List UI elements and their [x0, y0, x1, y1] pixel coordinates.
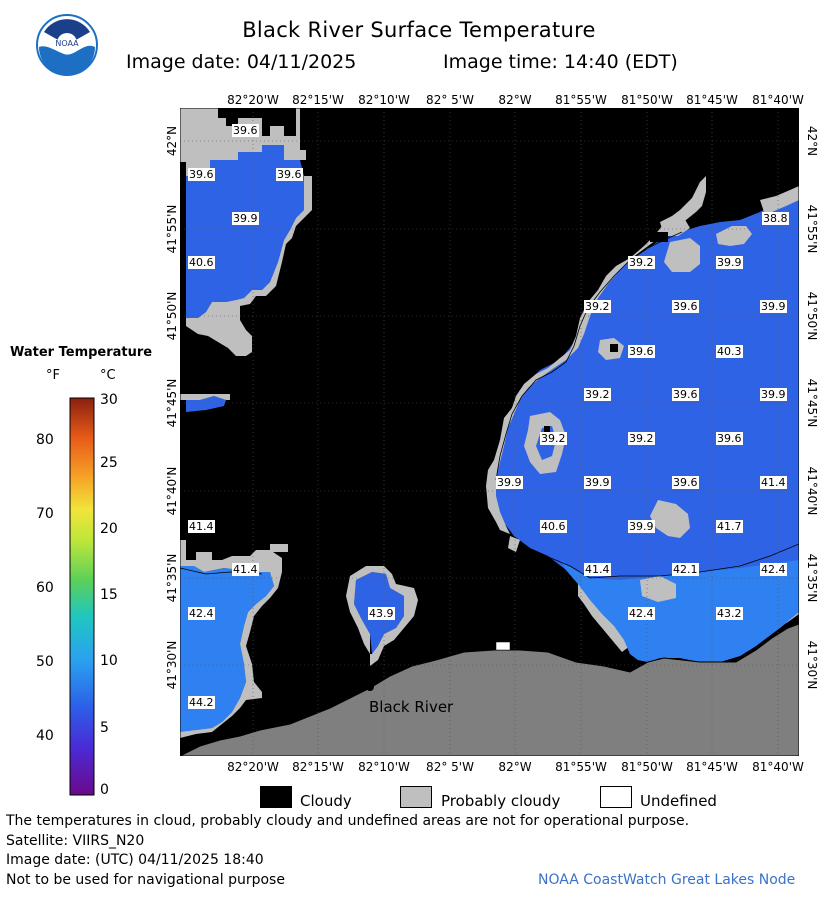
- temperature-value-label: 40.6: [189, 256, 214, 269]
- temperature-value-label: 39.2: [629, 432, 654, 445]
- temperature-value-label: 42.4: [189, 607, 214, 620]
- temperature-value-label: 39.6: [233, 124, 258, 137]
- temperature-value-label: 39.9: [761, 388, 786, 401]
- lat-label-left: 41°40'N: [165, 466, 179, 516]
- lon-label-bottom: 81°45'W: [686, 760, 738, 774]
- legend-c-tick: 15: [100, 587, 118, 603]
- lon-label-top: 81°55'W: [555, 93, 607, 107]
- legend-c-tick: 20: [100, 521, 118, 537]
- lon-label-bottom: 82°15'W: [292, 760, 344, 774]
- footer-credit: NOAA CoastWatch Great Lakes Node: [538, 872, 796, 888]
- temperature-value-label: 39.6: [189, 168, 214, 181]
- lon-label-top: 81°45'W: [686, 93, 738, 107]
- temperature-value-label: 39.2: [541, 432, 566, 445]
- temperature-value-label: 39.2: [585, 388, 610, 401]
- temperature-value-label: 39.6: [673, 476, 698, 489]
- lat-label-right: 41°35'N: [805, 553, 819, 603]
- place-label-black-river: Black River: [369, 698, 454, 716]
- temperature-value-label: 39.9: [761, 300, 786, 313]
- temperature-value-label: 42.1: [673, 563, 698, 576]
- legend-f-tick: 40: [36, 728, 54, 744]
- key-label-probably-cloudy: Probably cloudy: [441, 792, 561, 810]
- lon-label-top: 82°W: [498, 93, 532, 107]
- temperature-value-label: 41.7: [717, 520, 742, 533]
- key-swatch-undefined: [600, 786, 632, 808]
- lon-label-bottom: 82°20'W: [227, 760, 279, 774]
- temperature-value-label: 40.6: [541, 520, 566, 533]
- black-river-marker: [366, 683, 374, 691]
- legend-f-tick: 60: [36, 580, 54, 596]
- lon-label-bottom: 82°W: [498, 760, 532, 774]
- temperature-value-label: 43.9: [369, 607, 394, 620]
- lat-label-right: 41°30'N: [805, 640, 819, 690]
- footer-satellite: Satellite: VIIRS_N20: [6, 833, 145, 849]
- lat-label-left: 41°30'N: [165, 640, 179, 690]
- legend-c-tick: 10: [100, 653, 118, 669]
- lon-label-bottom: 81°55'W: [555, 760, 607, 774]
- lon-label-top: 82°20'W: [227, 93, 279, 107]
- key-label-undefined: Undefined: [640, 792, 717, 810]
- temperature-value-label: 39.9: [585, 476, 610, 489]
- lon-label-top: 82° 5'W: [426, 93, 474, 107]
- temperature-value-label: 39.6: [673, 388, 698, 401]
- legend-c-tick: 25: [100, 455, 118, 471]
- temperature-value-label: 39.2: [629, 256, 654, 269]
- lat-label-right: 41°50'N: [805, 291, 819, 341]
- lat-label-left: 41°45'N: [165, 378, 179, 428]
- lon-label-bottom: 81°40'W: [752, 760, 804, 774]
- key-swatch-cloudy: [260, 786, 292, 808]
- temperature-value-label: 40.3: [717, 345, 742, 358]
- temperature-value-label: 39.2: [585, 300, 610, 313]
- footer-utc-date: Image date: (UTC) 04/11/2025 18:40: [6, 852, 264, 868]
- lat-label-left: 41°55'N: [165, 204, 179, 254]
- lat-label-right: 41°40'N: [805, 466, 819, 516]
- temperature-value-label: 41.4: [233, 563, 258, 576]
- temperature-value-label: 39.9: [717, 256, 742, 269]
- svg-text:NOAA: NOAA: [55, 39, 79, 48]
- legend-c-tick: 30: [100, 392, 118, 408]
- image-date: Image date: 04/11/2025: [126, 51, 357, 73]
- lat-label-left: 41°50'N: [165, 291, 179, 341]
- legend-f-tick: 70: [36, 506, 54, 522]
- lat-label-right: 41°55'N: [805, 204, 819, 254]
- page-title: Black River Surface Temperature: [242, 18, 596, 42]
- legend-unit-c: °C: [100, 368, 116, 383]
- temperature-value-label: 42.4: [761, 563, 786, 576]
- temperature-value-label: 39.9: [497, 476, 522, 489]
- lat-label-left: 42°N: [165, 125, 179, 157]
- temperature-value-label: 39.6: [277, 168, 302, 181]
- temperature-value-label: 38.8: [763, 212, 788, 225]
- key-swatch-probably-cloudy: [400, 786, 432, 808]
- temperature-value-label: 39.9: [233, 212, 258, 225]
- footer-nav-warning: Not to be used for navigational purpose: [6, 872, 285, 888]
- key-label-cloudy: Cloudy: [300, 792, 352, 810]
- image-time: Image time: 14:40 (EDT): [443, 51, 678, 73]
- lon-label-top: 82°15'W: [292, 93, 344, 107]
- temperature-value-label: 39.6: [673, 300, 698, 313]
- legend-unit-f: °F: [46, 368, 60, 383]
- lon-label-top: 82°10'W: [358, 93, 410, 107]
- temperature-value-label: 39.6: [629, 345, 654, 358]
- lon-label-top: 81°40'W: [752, 93, 804, 107]
- lon-label-top: 81°50'W: [621, 93, 673, 107]
- temperature-value-label: 41.4: [585, 563, 610, 576]
- legend-f-tick: 80: [36, 432, 54, 448]
- temperature-value-label: 42.4: [629, 607, 654, 620]
- footer-disclaimer: The temperatures in cloud, probably cloudy and undefined areas are not for operational purpose.: [6, 813, 690, 829]
- temperature-value-label: 41.4: [189, 520, 214, 533]
- temperature-value-label: 39.6: [717, 432, 742, 445]
- lon-label-bottom: 82°10'W: [358, 760, 410, 774]
- legend-f-tick: 50: [36, 654, 54, 670]
- legend-colorbar: [66, 396, 96, 798]
- temperature-value-label: 41.4: [761, 476, 786, 489]
- lon-label-bottom: 82° 5'W: [426, 760, 474, 774]
- lat-label-left: 41°35'N: [165, 553, 179, 603]
- legend-c-tick: 0: [100, 782, 109, 798]
- legend-title: Water Temperature: [10, 345, 153, 360]
- lat-label-right: 41°45'N: [805, 378, 819, 428]
- lon-label-bottom: 81°50'W: [621, 760, 673, 774]
- legend-c-tick: 5: [100, 720, 109, 736]
- temperature-value-label: 44.2: [189, 696, 214, 709]
- lat-label-right: 42°N: [805, 125, 819, 157]
- temperature-value-label: 39.9: [629, 520, 654, 533]
- temperature-value-label: 43.2: [717, 607, 742, 620]
- temperature-map: [180, 108, 799, 756]
